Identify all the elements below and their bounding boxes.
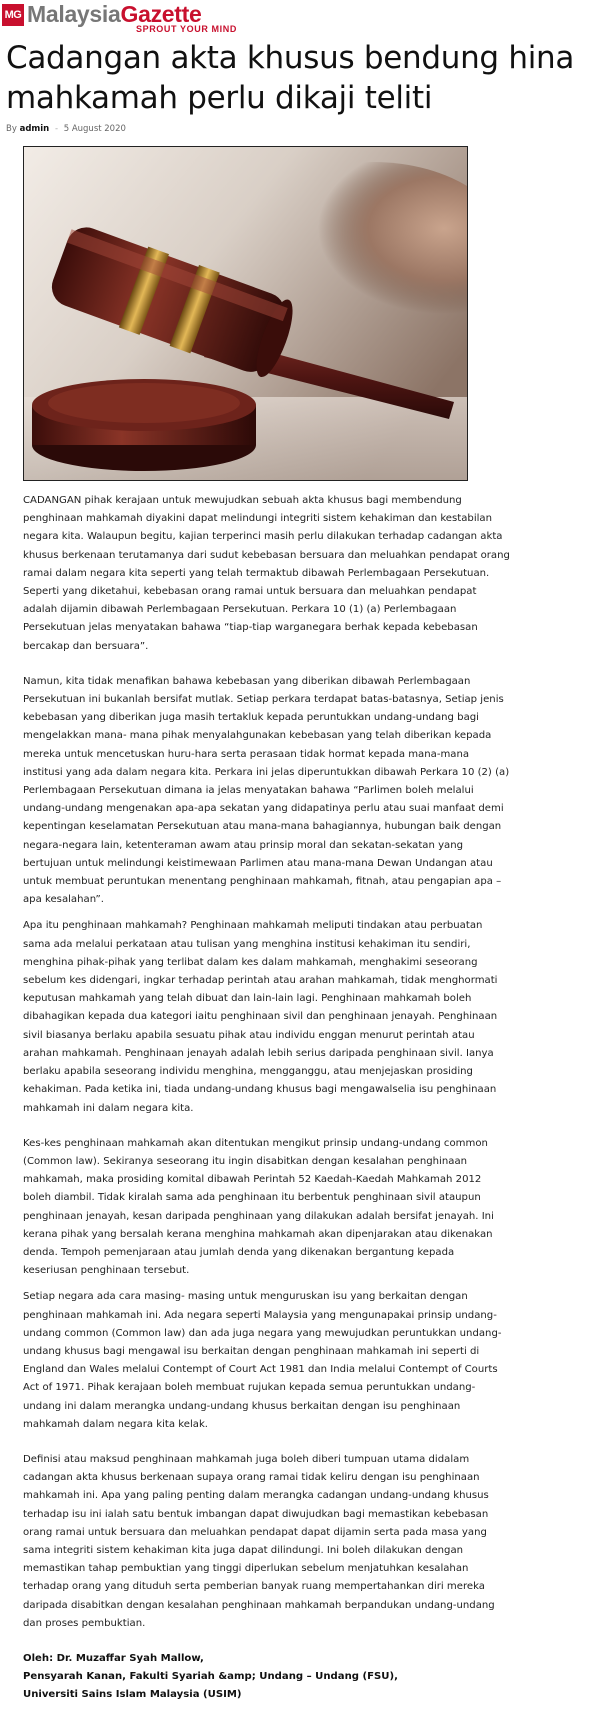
by-label: By [6,124,17,134]
signature-name: Oleh: Dr. Muzaffar Syah Mallow, [23,1652,204,1664]
signature-position: Pensyarah Kanan, Fakulti Syariah &amp; Undang – Undang (FSU), [23,1671,398,1683]
article-meta [6,124,126,134]
signature-university: Universiti Sains Islam Malaysia (USIM) [23,1689,242,1701]
article-paragraph: Namun, kita tidak menafikan bahawa kebebasan yang diberikan dibawah Perlembagaan Persekutuan ini bukanlah bersifat mutlak. Setiap perkara terdapat batas-batasnya, Setiap jenis kebebasan yang diberikan juga masih tertakluk kepada peruntukkan undang-undang bagi mengelakkan mana- mana pihak menyalahgunakan kebebasan yang telah diberikan kepada mereka untuk mencetuskan huru-hara serta perasaan tidak hormat kepada mana-mana institusi yang ada dalam negara kita. Perkara ini jelas diperuntukkan dibawah Perkara 10 (2) (a) Perlembagaan Persekutuan dimana ia jelas menyatakan bahawa “Parlimen boleh melalui undang-undang mengenakan apa-apa sekatan yang didapatinya perlu atau suai manfaat demi kepentingan keselamatan Persekutuan atau mana-mana bahagiannya, hubungan baik dengan negara-negara lain, ketenteraman awam atau prinsip moral dan sekatan-sekatan yang bertujuan untuk melindungi keistimewaan Parlimen atau mana-mana Dewan Undangan atau untuk membuat peruntukan menentang penghinaan mahkamah, fitnah, atau pengapian apa – apa kesalahan”. [23,675,510,906]
publish-date: 5 August 2020 [63,124,126,134]
article-paragraph: CADANGAN pihak kerajaan untuk mewujudkan sebuah akta khusus bagi membendung penghinaan mahkamah diyakini dapat melindungi integriti sistem kehakiman dan kestabilan negara kita. Walaupun begitu, kajian terperinci masih perlu dilakukan terhadap cadangan akta khusus berkenaan terutamanya dari sudut kebebasan bersuara dan meluahkan pendapat orang ramai dalam negara kita seperti yang telah termaktub dibawah Perlembagaan Persekutuan. Seperti yang diketahui, kebebasan orang ramai untuk bersuara dan meluahkan pendapat adalah dijamin dibawah Perlembagaan Persekutuan. Perkara 10 (1) (a) Perlembagaan Persekutuan jelas menyatakan bahawa “tiap-tiap warganegara berhak kepada kebebasan bercakap dan bersuara”. [23,495,510,652]
gavel-illustration [24,147,468,481]
logo-word-malaysia: Malaysia [27,1,121,27]
logo-wordmark [27,2,201,26]
article-paragraph: Definisi atau maksud penghinaan mahkamah juga boleh diberi tumpuan utama didalam cadangan akta khusus berkenaan supaya orang ramai tidak keliru dengan isu penghinaan mahkamah ini. Apa yang paling penting dalam merangka cadangan undang-undang khusus terhadap isu ini ialah satu bentuk imbangan dapat diwujudkan bagi memastikan kebebasan orang ramai untuk bersuara dan meluahkan pendapat dapat dijamin serta pada masa yang sama integriti sistem kehakiman kita juga dapat dilindungi. Ini boleh dilakukan dengan memastikan tahap pembuktian yang tinggi diperlukan sebelum menjatuhkan kesalahan terhadap orang yang dituduh serta pemberian banyak ruang mempertahankan diri mereka daripada disabitkan dengan kesalahan penghinaan mahkamah berpandukan undang-undang dan proses pembuktian. [23,1453,495,1629]
article-paragraph: Apa itu penghinaan mahkamah? Penghinaan mahkamah meliputi tindakan atau perbuatan sama ada melalui perkataan atau tulisan yang menghina institusi kehakiman itu sendiri, menghina pihak-pihak yang terlibat dalam kes dalam mahkamah, menghakimi seseorang sebelum kes didengari, ingkar terhadap perintah atau arahan mahkamah, tidak menghormati keputusan mahkamah yang telah dibuat dan lain-lain lagi. Penghinaan mahkamah boleh dibahagikan kepada dua kategori iaitu penghinaan sivil dan penghinaan jenayah. Penghinaan sivil biasanya berlaku apabila sesuatu pihak atau individu enggan menurut perintah atau arahan mahkamah. Penghinaan jenayah adalah lebih serius daripada penghinaan sivil. Ianya berlaku apabila seseorang individu menghina, mengganggu, atau menjejaskan prosiding kehakiman. Pada ketika ini, tiada undang-undang khusus bagi mengawalselia isu penghinaan mahkamah ini dalam negara kita. [23,920,498,1114]
author-link[interactable]: admin [19,124,50,134]
meta-separator: - [54,124,59,134]
article-paragraph: Kes-kes penghinaan mahkamah akan ditentukan mengikut prinsip undang-undang common (Common law). Sekiranya seseorang itu ingin disabitkan dengan kesalahan penghinaan mahkamah, maka prosiding komital dibawah Perintah 52 Kaedah-Kaedah Mahkamah 2012 boleh diambil. Tidak kiralah sama ada penghinaan itu berbentuk penghinaan sivil ataupun penghinaan jenayah, kesan daripada penghinaan yang dilakukan adalah bersifat jenayah. Ini kerana pihak yang bersalah kerana menghina mahkamah akan dipenjarakan atau dikenakan denda. Tempoh pemenjaraan atau jumlah denda yang dikenakan bergantung kepada keseriusan penghinaan tersebut. [23,1137,494,1277]
article-body [23,492,511,1705]
logo-tagline: SPROUT YOUR MIND [136,24,237,34]
logo-mark: MG [2,4,24,26]
featured-image [23,146,468,481]
author-signature [23,1650,511,1705]
site-header [0,0,608,38]
article-paragraph: Setiap negara ada cara masing- masing untuk menguruskan isu yang berkaitan dengan penghinaan mahkamah ini. Ada negara seperti Malaysia yang mengunapakai prinsip undang-undang common (Common law) dan ada juga negara yang mewujudkan peruntukkan undang-undang khusus bagi mengawal isu berkaitan dengan penghinaan mahkamah ini seperti di England dan Wales melalui Contempt of Court Act 1981 dan India melalui Contempt of Courts Act of 1971. Pihak kerajaan boleh membuat rujukan kepada semua peruntukkan undang-undang ini dalam merangka undang-undang khusus berkaitan dengan isu penghinaan mahkamah dalam negara kita kelak. [23,1291,502,1430]
article-title: Cadangan akta khusus bendung hina mahkamah perlu dikaji teliti [6,40,575,116]
logo-word-gazette: Gazette [120,1,202,27]
site-logo[interactable] [2,2,201,26]
sound-block-highlight [48,383,240,423]
